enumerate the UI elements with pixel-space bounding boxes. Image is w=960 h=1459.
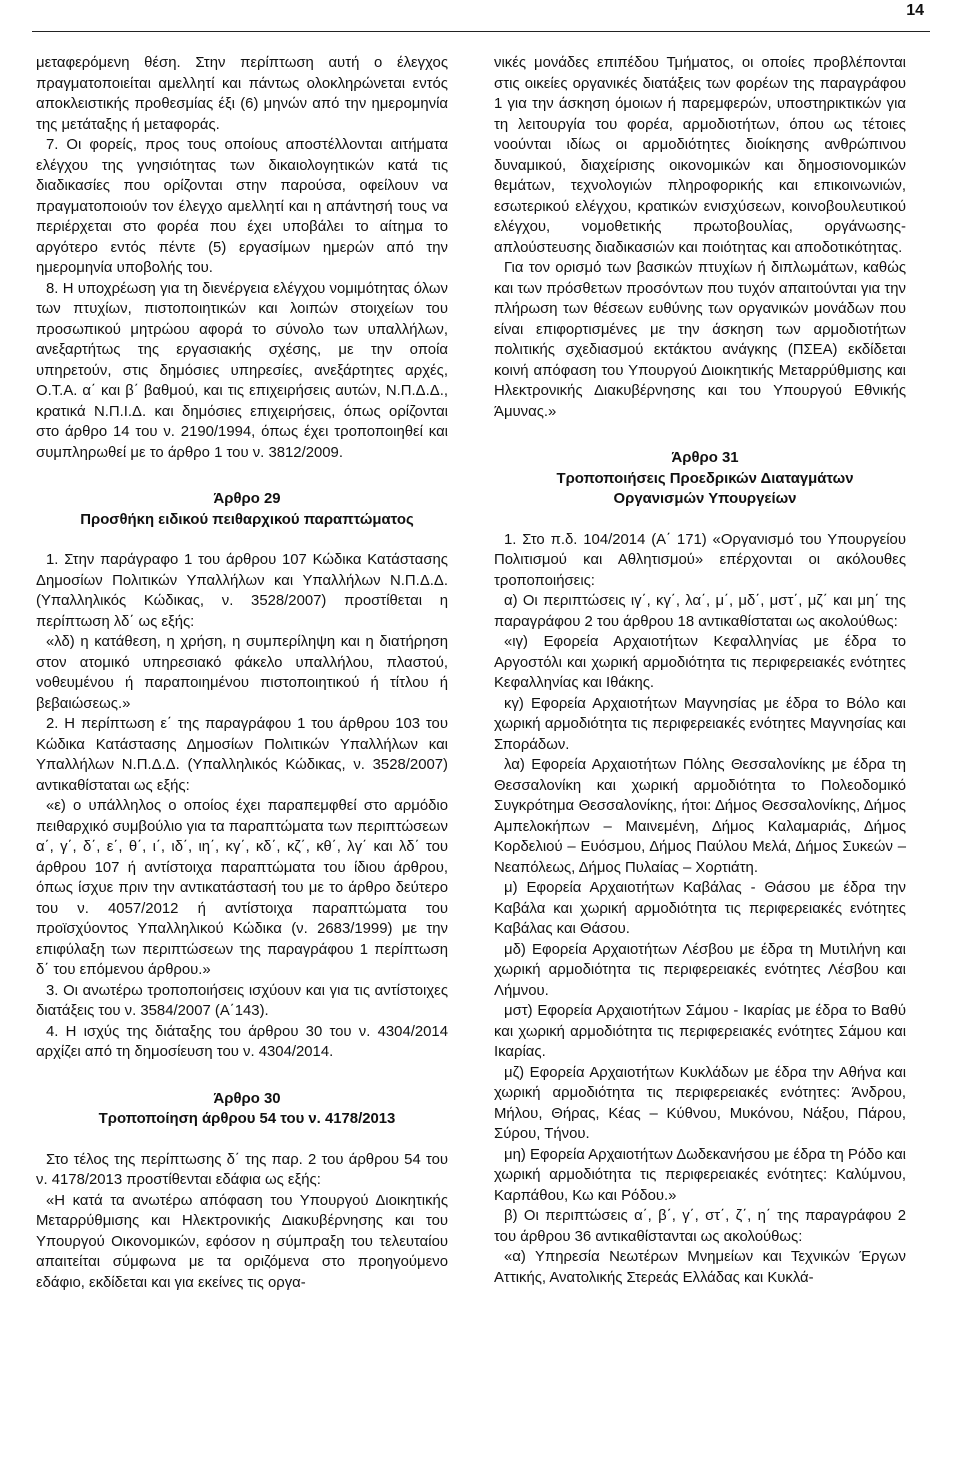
article-31-title-line-2: Οργανισμών Υπουργείων [613,491,797,507]
paragraph: 3. Οι ανωτέρω τροποποιήσεις ισχύουν και για τις αντίστοιχες διατάξεις του ν. 3584/2007 (Α΄143). [36,982,448,1019]
paragraph: β) Οι περιπτώσεις α΄, β΄, γ΄, στ΄, ζ΄, η΄ της παραγράφου 2 του άρθρου 36 αντικαθίστανται ως ακολούθως: [494,1208,906,1245]
article-31-title-line-1: Τροποποιήσεις Προεδρικών Διαταγμάτων [556,470,854,487]
paragraph: Στο τέλος της περίπτωσης δ΄ της παρ. 2 του άρθρου 54 του ν. 4178/2013 προστίθενται εδάφια ως εξής: [36,1151,448,1188]
page-number: 14 [906,2,924,19]
paragraph: «ε) ο υπάλληλος ο οποίος έχει παραπεμφθεί στο αρμόδιο πειθαρχικό συμβούλιο για τα παραπτώματα των περιπτώσεων α΄, γ΄, δ΄, ε΄, θ΄, ι΄, ιδ΄, ιη΄, κγ΄, κδ΄, κζ΄, κθ΄, λγ΄ και λδ΄ του άρθρου 107 ή αντίστοιχα παραπτώματα του ίδιου άρθρου, όπως ίσχυε πριν την αντικατάστασή του με το άρθρο δεύτερο του ν. 4057/2012 ή αντίστοιχα παραπτώματα του προϊσχύοντος Υπαλληλικού Κώδικα (ν. 2683/1999) με την επιφύλαξη των περιπτώσεων της παραγράφου 1 περίπτωση δ΄ του επόμενου άρθρου.» [36,798,448,978]
article-30-number: Άρθρο 30 [213,1090,281,1107]
paragraph: μζ) Εφορεία Αρχαιοτήτων Κυκλάδων με έδρα την Αθήνα και χωρική αρμοδιότητα τις περιφερειακές ενότητες: Άνδρου, Μήλου, Θήρας, Κέας – Κύθνου, Μυκόνου, Νάξου, Πάρου, Σύρου, Τήνου. [494,1064,906,1142]
paragraph: νικές μονάδες επιπέδου Τμήματος, οι οποίες προβλέπονται στις οικείες οργανικές διατάξεις των φορέων της παραγράφου 1 για την άσκηση όμοιων ή παρεμφερών, υποστηρικτικών για τη λειτουργία του φορέα, αρμοδιοτήτων, όπου ως τέτοιες νοούνται ιδίως οι αρμοδιότητες διοίκησης ανθρώπινου δυναμικού, διαχείρισης οικονομικών και δημοσιονομικών θεμάτων, τεχνολογιών πληροφορικής και επικοινωνιών, εσωτερικού ελέγχου, κρατικών ενισχύσεων, κοινοβουλευτικού ελέγχου, νομοθετικής πρωτοβουλίας, οργάνωσης-απλούστευσης διαδικασιών και ποιότητας και αποδοτικότητας. [494,55,906,256]
article-31-number: Άρθρο 31 [671,450,739,466]
paragraph: λα) Εφορεία Αρχαιοτήτων Πόλης Θεσσαλονίκης με έδρα τη Θεσσαλονίκη και χωρική αρμοδιότητα το Πολεοδομικό Συγκρότημα Θεσσαλονίκης, ήτοι: Δήμος Θεσσαλονίκης, Δήμος Αμπελοκήπων – Μαινεμένη, Δήμος Καλαμαριάς, Δήμος Κορδελιού – Ευόσμου, Δήμος Παύλου Μελά, Δήμος Συκεών – Νεαπόλεως, Δήμος Πυλαίας – Χορτιάτη. [494,757,906,876]
paragraph: α) Οι περιπτώσεις ιγ΄, κγ΄, λα΄, μ΄, μδ΄, μστ΄, μζ΄ και μη΄ της παραγράφου 2 του άρθρου 18 αντικαθίσταται ως ακολούθως: [494,593,906,630]
paragraph: 2. Η περίπτωση ε΄ της παραγράφου 1 του άρθρου 103 του Κώδικα Κατάστασης Δημοσίων Πολιτικών Υπαλλήλων και Υπαλλήλων Ν.Π.Δ.Δ. (Υπαλληλικός Κώδικας, ν. 3528/2007) αντικαθίσταται ως εξής: [36,716,448,794]
paragraph: «Η κατά τα ανωτέρω απόφαση του Υπουργού Διοικητικής Μεταρρύθμισης και Ηλεκτρονικής Διακυβέρνησης και του Υπουργού Οικονομικών, εφόσον η σύμπραξη του τελευταίου απαιτείται σύμφωνα με τα οριζόμενα στο προηγούμενο εδάφιο, εκδίδεται και για εκείνες τις οργα- [36,1192,448,1291]
spacer [36,1130,448,1150]
left-column [36,53,448,1293]
paragraph: μη) Εφορεία Αρχαιοτήτων Δωδεκανήσου με έδρα τη Ρόδο και χωρική αρμοδιότητα τις περιφερειακές ενότητες: Καλύμνου, Καρπάθου, Κω και Ρόδου.» [494,1146,906,1204]
paragraph: 4. Η ισχύς της διάταξης του άρθρου 30 του ν. 4304/2014 αρχίζει από τη δημοσίευση του ν. 4304/2014. [36,1023,448,1060]
paragraph: μδ) Εφορεία Αρχαιοτήτων Λέσβου με έδρα τη Μυτιλήνη και χωρική αρμοδιότητα τις περιφερειακές ενότητες Λέσβου και Λήμνου. [494,941,906,999]
paragraph: μ) Εφορεία Αρχαιοτήτων Καβάλας - Θάσου με έδρα την Καβάλα και χωρική αρμοδιότητα τις περιφερειακές ενότητες Καβάλας και Θάσου. [494,880,906,937]
paragraph: μεταφερόμενη θέση. Στην περίπτωση αυτή ο έλεγχος πραγματοποιείται αμελλητί και πάντως ολοκληρώνεται εντός αποκλειστικής προθεσμίας έξι (6) μηνών από την ημερομηνία της μετάταξης ή μεταφοράς. [36,55,448,133]
spacer [494,510,906,530]
header-rule [32,31,930,32]
article-29-title: Προσθήκη ειδικού πειθαρχικού παραπτώματος [80,511,414,528]
paragraph: «ιγ) Εφορεία Αρχαιοτήτων Κεφαλληνίας με έδρα το Αργοστόλι και χωρική αρμοδιότητα τις περιφερειακές ενότητες Κεφαλληνίας και Ιθάκης. [494,634,906,691]
paragraph: μστ) Εφορεία Αρχαιοτήτων Σάμου - Ικαρίας με έδρα το Βαθύ και χωρική αρμοδιότητα τις περιφερειακές ενότητες Σάμου και Ικαρίας. [494,1003,906,1060]
spacer [36,463,448,489]
article-30-title: Τροποποίηση άρθρου 54 του ν. 4178/2013 [98,1111,396,1127]
paragraph: 1. Στην παράγραφο 1 του άρθρου 107 Κώδικα Κατάστασης Δημοσίων Πολιτικών Υπαλλήλων και Υπαλλήλων Ν.Π.Δ.Δ. (Υπαλληλικός Κώδικας, ν. 3528/2007) προστίθεται η περίπτωση λδ΄ ως εξής: [36,552,448,630]
paragraph: «λδ) η κατάθεση, η χρήση, η συμπερίληψη και η διατήρηση στον ατομικό υπηρεσιακό φάκελο υπαλλήλου, πλαστού, νοθευμένου ή παραποιημένου πιστοποιητικού ή τίτλου ή βεβαιώσεως.» [36,634,448,712]
paragraph: κγ) Εφορεία Αρχαιοτήτων Μαγνησίας με έδρα το Βόλο και χωρική αρμοδιότητα τις περιφερειακές ενότητες Μαγνησίας και Σποράδων. [494,695,906,753]
spacer [494,422,906,448]
spacer [36,530,448,550]
paragraph: Για τον ορισμό των βασικών πτυχίων ή διπλωμάτων, καθώς και των πρόσθετων προσόντων που τυχόν απαιτούνται για την πλήρωση των θέσεων ευθύνης των οργανικών μονάδων που είναι επιφορτισμένες με την άσκηση των αρμοδιοτήτων πολιτικής σχεδιασμού εκτάκτου ανάγκης (ΠΣΕΑ) εκδίδεται κοινή απόφαση του Υπουργού Διοικητικής Μεταρρύθμισης και Ηλεκτρονικής Διακυβέρνησης και του Υπουργού Εθνικής Άμυνας.» [494,260,906,420]
right-column [494,53,906,1288]
spacer [36,1063,448,1089]
article-29-number: Άρθρο 29 [213,491,281,507]
paragraph: «α) Υπηρεσία Νεωτέρων Μνημείων και Τεχνικών Έργων Αττικής, Ανατολικής Στερεάς Ελλάδας και Κυκλά- [494,1249,906,1286]
paragraph: 1. Στο π.δ. 104/2014 (Α΄ 171) «Οργανισμό του Υπουργείου Πολιτισμού και Αθλητισμού» επέρχονται οι ακόλουθες τροποποιήσεις: [494,531,906,589]
paragraph-8: 8. Η υποχρέωση για τη διενέργεια ελέγχου νομιμότητας όλων των πτυχίων, πιστοποιητικών και λοιπών στοιχείων του προσωπικού μητρώου αφορά το σύνολο των υπαλλήλων, ανεξαρτήτως της εργασιακής σχέσης, με την οποία υπηρετούν, στις δημόσιες υπηρεσίες, ανεξάρτητες αρχές, Ο.Τ.Α. α΄ και β΄ βαθμού, και τις επιχειρήσεις αυτών, Ν.Π.Δ.Δ., κρατικά Ν.Π.Ι.Δ. και δημόσιες επιχειρήσεις, όπως ορίζονται στο άρθρο 14 του ν. 2190/1994, όπως έχει τροποποιηθεί και συμπληρωθεί με το άρθρο 1 του ν. 3812/2009. [36,280,448,461]
paragraph-7: 7. Οι φορείς, προς τους οποίους αποστέλλονται αιτήματα ελέγχου της γνησιότητας των δικαιολογητικών κατά τις διαδικασίες που ορίζονται στην παρούσα, οφείλουν να πραγματοποιούν τον έλεγχο αμελλητί και η απάντησή τους να περιέρχεται στο φορέα που έχει υποβάλει το αίτημα το αργότερο εντός πέντε (5) εργασίμων ημερών από την ημερομηνία υποβολής του. [36,137,448,276]
